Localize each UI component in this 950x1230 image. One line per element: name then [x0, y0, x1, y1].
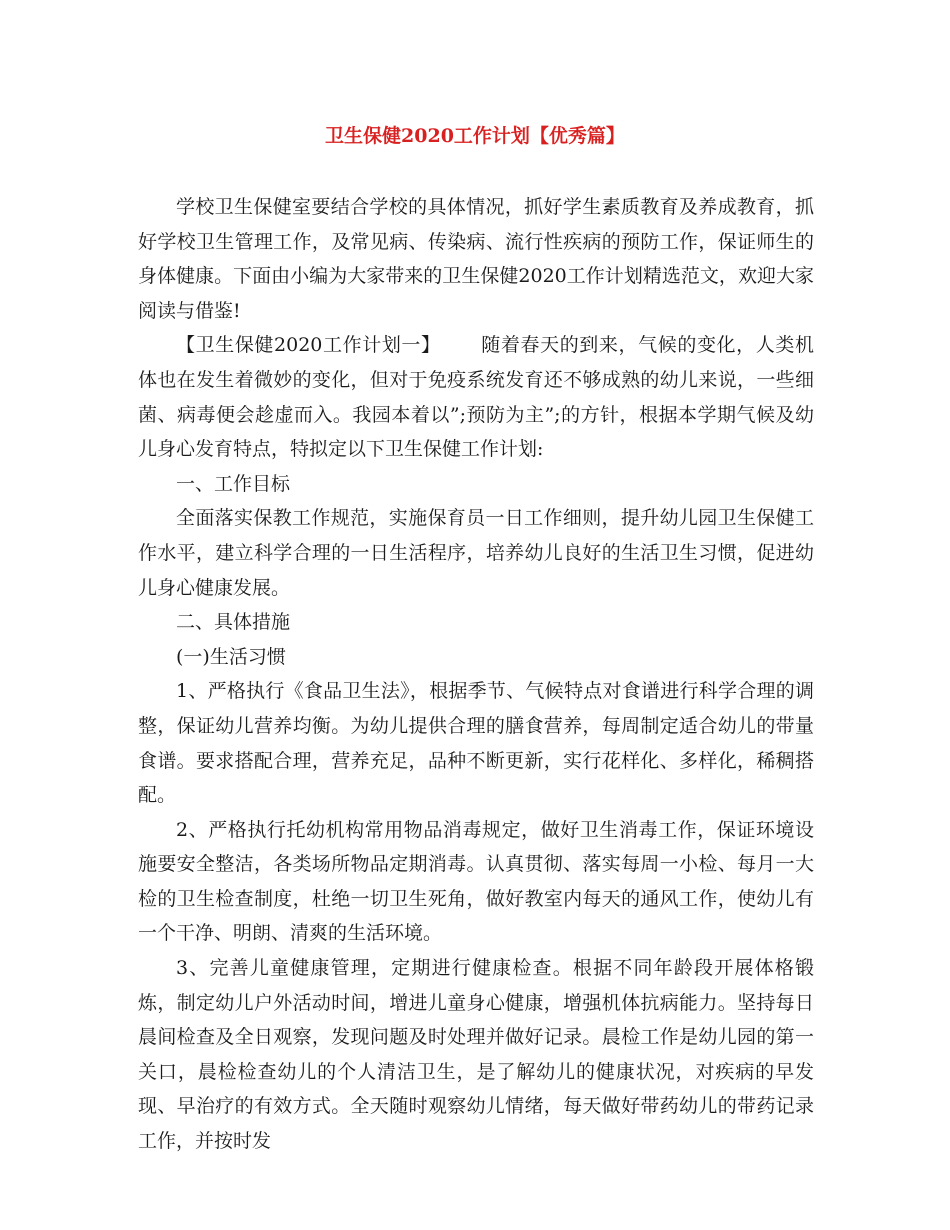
intro-paragraph: 学校卫生保健室要结合学校的具体情况，抓好学生素质教育及养成教育，抓好学校卫生管理工作，及常见病、传染病、流行性疾病的预防工作，保证师生的身体健康。下面由小编为大家带来的卫生保健2020工作计划精选范文，欢迎大家阅读与借鉴!	[138, 196, 814, 322]
plan-one-paragraph	[138, 328, 814, 466]
subsection-1-heading: (一)生活习惯	[176, 645, 286, 668]
item-3-paragraph: 3、完善儿童健康管理，定期进行健康检查。根据不同年龄段开展体格锻炼，制定幼儿户外活动时间，增进儿童身心健康，增强机体抗病能力。坚持每日晨间检查及全日观察，发现问题及时处理并做好记录。晨检工作是幼儿园的第一关口，晨检检查幼儿的个人清洁卫生，是了解幼儿的健康状况，对疾病的早发现、早治疗的有效方式。全天随时观察幼儿情绪，每天做好带药幼儿的带药记录工作，并按时发	[138, 957, 814, 1153]
section-2-heading: 二、具体措施	[176, 611, 291, 634]
plan-one-text: 随着春天的到来，气候的变化，人类机体也在发生着微妙的变化，但对于免疫系统发育还不够成熟的幼儿来说，一些细菌、病毒便会趁虚而入。我园本着以”;预防为主”;的方针，根据本学期气候及幼儿身心发育特点，特拟定以下卫生保健工作计划:	[138, 334, 814, 461]
plan-one-label: 【卫生保健2020工作计划一】	[176, 334, 441, 357]
section-1-paragraph: 全面落实保教工作规范，实施保育员一日工作细则，提升幼儿园卫生保健工作水平，建立科学合理的一日生活程序，培养幼儿良好的生活卫生习惯，促进幼儿身心健康发展。	[138, 507, 814, 599]
section-1-heading: 一、工作目标	[176, 472, 291, 495]
document-body	[138, 190, 814, 1159]
item-1-paragraph: 1、严格执行《食品卫生法》，根据季节、气候特点对食谱进行科学合理的调整，保证幼儿营养均衡。为幼儿提供合理的膳食营养，每周制定适合幼儿的带量食谱。要求搭配合理，营养充足，品种不断更新，实行花样化、多样化，稀稠搭配。	[138, 680, 814, 807]
item-2-paragraph: 2、严格执行托幼机构常用物品消毒规定，做好卫生消毒工作，保证环境设施要安全整洁，各类场所物品定期消毒。认真贯彻、落实每周一小检、每月一大检的卫生检查制度，杜绝一切卫生死角，做好教室内每天的通风工作，使幼儿有一个干净、明朗、清爽的生活环境。	[138, 818, 814, 945]
document-title: 卫生保健2020工作计划【优秀篇】	[325, 125, 625, 147]
